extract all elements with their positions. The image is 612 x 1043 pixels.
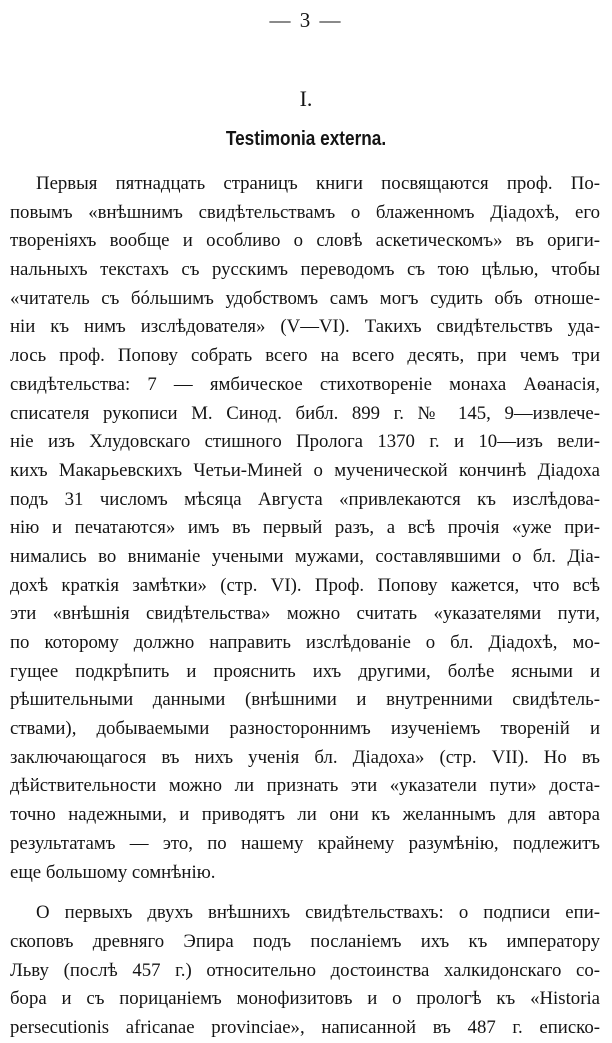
text-line: ніи къ нимъ изслѣдователя» (V—VI). Такихъ свидѣтельствъ уда- (10, 316, 600, 338)
text-line: дохѣ краткія замѣтки» (стр. VI). Проф. Попову кажется, что всѣ (10, 574, 600, 596)
text-line: твореніяхъ вообще и особливо о словѣ аскетическомъ» въ ориги- (10, 230, 600, 252)
text-line: гущее подкрѣпить и прояснить ихъ другими, болѣе ясными и (10, 660, 600, 682)
paragraph (10, 170, 600, 887)
text-line: еще большому сомнѣнію. (10, 861, 216, 883)
text-line: «читатель съ бóльшимъ удобствомъ самъ могъ судить объ отноше- (10, 287, 600, 309)
text-line: рѣшительными данными (внѣшними и внутренними свидѣтель- (10, 689, 600, 711)
text-line: списателя рукописи М. Синод. библ. 899 г. № 145, 9—извлече- (10, 402, 600, 424)
text-line: заключающагося въ нихъ ученія бл. Діадоха» (стр. VII). Но въ (10, 746, 600, 768)
paragraph (10, 899, 600, 1042)
text-line: О первыхъ двухъ внѣшнихъ свидѣтельствахъ: о подписи епи- (36, 902, 600, 924)
text-line: нимались во вниманіе учеными мужами, составлявшими о бл. Діа- (10, 545, 600, 567)
section-title: Testimonia externa. (225, 128, 387, 150)
text-line: кихъ Макарьевскихъ Четьи-Миней о мученической кончинѣ Діадоха (10, 459, 600, 481)
text-line: скоповъ древняго Эпира подъ посланіемъ ихъ къ императору (10, 930, 600, 952)
text-line: по которому должно направить изслѣдованіе о бл. Діадохѣ, мо- (10, 632, 600, 653)
section-number: I. (299, 86, 313, 111)
text-line: нію и печатаются» имъ въ первый разъ, а всѣ прочія «уже при- (10, 517, 600, 539)
text-line: persecutionis africanae provinciae», написанной въ 487 г. еписко- (10, 1016, 600, 1038)
text-line: Льву (послѣ 457 г.) относительно достоинства халкидонскаго со- (10, 959, 600, 981)
text-line: нальныхъ текстахъ съ русскимъ переводомъ съ тою цѣлью, чтобы (10, 259, 600, 281)
body-text (10, 170, 600, 1043)
text-line: ствами), добываемыми разностороннимъ изученіемъ твореній и (10, 718, 600, 740)
text-line: повымъ «внѣшнимъ свидѣтельствамъ о блаженномъ Діадохѣ, его (10, 201, 600, 223)
text-line: Первыя пятнадцать страницъ книги посвящаются проф. По- (36, 173, 600, 194)
text-line: бора и съ порицаніемъ монофизитовъ и о прологѣ къ «Historia (10, 988, 600, 1010)
text-line: подъ 31 числомъ мѣсяца Августа «привлекаются къ изслѣдова- (10, 488, 600, 510)
text-line: точно надежными, и приводятъ ли они къ желаннымъ для автора (10, 804, 600, 826)
page-number: — 3 — (269, 8, 343, 32)
text-line: дѣйствительности можно ли признать эти «указатели пути» доста- (10, 775, 600, 797)
text-line: ніе изъ Хлудовскаго стишного Пролога 1370 г. и 10—изъ вели- (10, 431, 600, 453)
text-line: свидѣтельства: 7 — ямбическое стихотвореніе монаха Аѳанасія, (10, 373, 600, 395)
text-line: результатамъ — это, по нашему крайнему разумѣнію, подлежитъ (10, 832, 600, 854)
text-line: лось проф. Попову собрать всего на всего десять, при чемъ три (10, 345, 600, 367)
text-line: эти «внѣшнія свидѣтельства» можно считать «указателями пути, (10, 603, 600, 625)
